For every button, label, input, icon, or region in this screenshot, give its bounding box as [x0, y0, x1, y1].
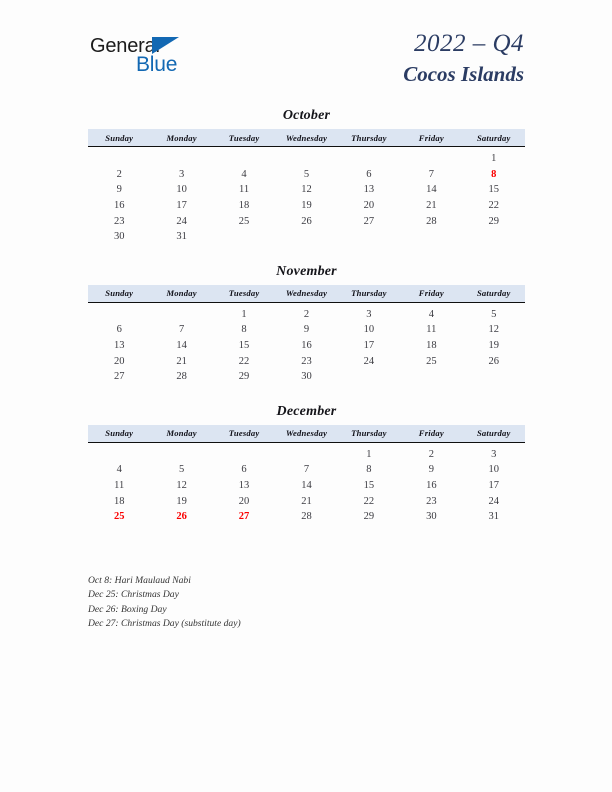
- day-cell[interactable]: 3: [366, 308, 372, 320]
- holiday-note-item: Dec 25: Christmas Day: [88, 589, 179, 601]
- day-cell[interactable]: 19: [488, 340, 500, 352]
- month-block: [88, 404, 525, 525]
- day-cell[interactable]: 16: [301, 340, 312, 352]
- day-cell[interactable]: 20: [363, 200, 375, 212]
- week-row: [88, 167, 525, 183]
- week-row: [88, 478, 525, 494]
- day-cell[interactable]: 24: [176, 215, 187, 227]
- weekday-header-saturday: Saturday: [463, 285, 525, 303]
- day-cell[interactable]: 2: [116, 168, 122, 180]
- day-cell[interactable]: 13: [238, 480, 250, 492]
- weekday-header-monday: Monday: [150, 129, 212, 147]
- week-row: [88, 509, 525, 525]
- day-cell-empty: [88, 147, 150, 167]
- month-block: [88, 264, 525, 385]
- day-cell[interactable]: 10: [363, 324, 375, 336]
- day-cell[interactable]: 27: [363, 215, 375, 227]
- weekday-header-friday: Friday: [400, 425, 462, 443]
- day-cell[interactable]: 16: [426, 480, 437, 492]
- month-table: [88, 425, 525, 525]
- day-cell[interactable]: 30: [426, 511, 437, 523]
- calendar-months: [88, 108, 525, 544]
- day-cell[interactable]: 8: [241, 324, 247, 336]
- day-cell[interactable]: 11: [114, 480, 125, 492]
- weekday-header-saturday: Saturday: [463, 425, 525, 443]
- day-cell[interactable]: 21: [426, 200, 437, 212]
- day-cell[interactable]: 15: [238, 340, 250, 352]
- weekday-header-row: [88, 425, 525, 443]
- month-block: [88, 108, 525, 245]
- day-cell-empty: [463, 369, 525, 385]
- day-cell-empty: [463, 229, 525, 245]
- week-row: [88, 462, 525, 478]
- weekday-header-wednesday: Wednesday: [275, 425, 337, 443]
- day-cell[interactable]: 6: [116, 324, 122, 336]
- day-cell[interactable]: 29: [488, 215, 500, 227]
- weekday-header-monday: Monday: [150, 425, 212, 443]
- day-cell[interactable]: 5: [491, 308, 497, 320]
- weekday-header-friday: Friday: [400, 285, 462, 303]
- day-cell[interactable]: 27: [113, 371, 125, 383]
- title-region: Cocos Islands: [403, 62, 524, 87]
- month-table: [88, 285, 525, 385]
- day-cell-empty: [150, 302, 212, 322]
- general-blue-logo[interactable]: [90, 36, 210, 80]
- week-row: [88, 182, 525, 198]
- day-cell[interactable]: 22: [238, 355, 250, 367]
- week-row: [88, 353, 525, 369]
- day-cell[interactable]: 8: [366, 464, 372, 476]
- day-cell[interactable]: 21: [301, 495, 312, 507]
- holiday-notes: [88, 574, 508, 631]
- day-cell-empty: [275, 229, 337, 245]
- day-cell-empty: [338, 147, 400, 167]
- weekday-header-row: [88, 285, 525, 303]
- day-cell[interactable]: 31: [176, 231, 187, 243]
- month-name: November: [276, 263, 337, 279]
- day-cell[interactable]: 2: [428, 448, 434, 460]
- day-cell[interactable]: 14: [301, 480, 312, 492]
- week-row: [88, 493, 525, 509]
- day-cell[interactable]: 25: [238, 215, 250, 227]
- day-cell[interactable]: 4: [116, 464, 122, 476]
- day-cell-empty: [275, 442, 337, 462]
- day-cell[interactable]: 4: [241, 168, 247, 180]
- week-row: [88, 322, 525, 338]
- day-cell-empty: [88, 302, 150, 322]
- weekday-header-thursday: Thursday: [338, 285, 400, 303]
- logo-text-general: General: [90, 35, 160, 57]
- day-cell[interactable]: 23: [113, 215, 125, 227]
- day-cell-empty: [213, 229, 275, 245]
- day-cell[interactable]: 22: [488, 200, 500, 212]
- weekday-header-thursday: Thursday: [338, 129, 400, 147]
- week-row: [88, 369, 525, 385]
- day-cell[interactable]: 26: [301, 215, 312, 227]
- week-row: [88, 147, 525, 167]
- day-cell[interactable]: 13: [363, 184, 375, 196]
- week-row: [88, 338, 525, 354]
- weekday-header-row: [88, 129, 525, 147]
- day-cell[interactable]: 17: [176, 200, 187, 212]
- day-cell[interactable]: 3: [179, 168, 185, 180]
- week-row: [88, 198, 525, 214]
- day-cell-empty: [400, 229, 462, 245]
- month-name: October: [282, 108, 331, 123]
- day-cell[interactable]: 12: [488, 324, 500, 336]
- day-cell[interactable]: 10: [488, 464, 500, 476]
- day-cell[interactable]: 26: [176, 511, 187, 523]
- week-row: [88, 442, 525, 462]
- day-cell[interactable]: 1: [491, 153, 497, 165]
- day-cell-empty: [338, 229, 400, 245]
- holiday-note-item: Oct 8: Hari Maulaud Nabi: [88, 575, 191, 586]
- day-cell-empty: [275, 147, 337, 167]
- weekday-header-saturday: Saturday: [463, 129, 525, 147]
- day-cell[interactable]: 12: [301, 184, 312, 196]
- day-cell[interactable]: 24: [363, 355, 375, 367]
- day-cell[interactable]: 10: [176, 184, 187, 196]
- weekday-header-wednesday: Wednesday: [275, 129, 337, 147]
- day-cell[interactable]: 12: [176, 480, 187, 492]
- week-row: [88, 229, 525, 245]
- weekday-header-wednesday: Wednesday: [275, 285, 337, 303]
- day-cell[interactable]: 18: [238, 200, 250, 212]
- day-cell-empty: [400, 147, 462, 167]
- day-cell[interactable]: 1: [366, 448, 372, 460]
- day-cell[interactable]: 29: [363, 511, 375, 523]
- day-cell[interactable]: 13: [113, 340, 125, 352]
- day-cell[interactable]: 24: [488, 495, 500, 507]
- day-cell[interactable]: 22: [363, 495, 375, 507]
- weekday-header-tuesday: Tuesday: [213, 129, 275, 147]
- day-cell[interactable]: 23: [426, 495, 437, 507]
- holiday-note-item: Dec 26: Boxing Day: [88, 603, 167, 615]
- day-cell[interactable]: 27: [238, 511, 250, 523]
- day-cell[interactable]: 6: [241, 464, 247, 476]
- day-cell[interactable]: 26: [488, 355, 500, 367]
- day-cell[interactable]: 2: [303, 308, 310, 320]
- day-cell[interactable]: 14: [426, 184, 437, 196]
- title-year-quarter: 2022 – Q4: [413, 30, 524, 57]
- holiday-note-item: Dec 27: Christmas Day (substitute day): [88, 617, 241, 629]
- logo-text-blue: Blue: [136, 53, 178, 76]
- page-title: [403, 28, 524, 89]
- day-cell[interactable]: 7: [428, 168, 434, 180]
- day-cell[interactable]: 16: [113, 200, 125, 212]
- day-cell[interactable]: 20: [113, 355, 125, 367]
- page-header: [0, 0, 612, 87]
- day-cell[interactable]: 17: [363, 340, 375, 352]
- day-cell[interactable]: 30: [301, 371, 312, 383]
- day-cell[interactable]: 28: [301, 511, 312, 523]
- day-cell-empty: [400, 369, 462, 385]
- day-cell[interactable]: 20: [238, 495, 250, 507]
- day-cell[interactable]: 9: [428, 464, 434, 476]
- day-cell[interactable]: 31: [488, 511, 500, 523]
- day-cell-empty: [338, 369, 400, 385]
- day-cell[interactable]: 5: [303, 168, 310, 180]
- weekday-header-sunday: Sunday: [88, 129, 150, 147]
- day-cell[interactable]: 18: [113, 495, 125, 507]
- weekday-header-monday: Monday: [150, 285, 212, 303]
- day-cell[interactable]: 30: [113, 231, 125, 243]
- day-cell[interactable]: 3: [491, 448, 497, 460]
- day-cell[interactable]: 29: [238, 371, 250, 383]
- day-cell-empty: [213, 442, 275, 462]
- week-row: [88, 213, 525, 229]
- day-cell[interactable]: 25: [113, 511, 125, 523]
- day-cell[interactable]: 5: [179, 464, 185, 476]
- day-cell[interactable]: 11: [238, 184, 250, 196]
- day-cell[interactable]: 7: [303, 464, 310, 476]
- week-row: [88, 302, 525, 322]
- weekday-header-sunday: Sunday: [88, 425, 150, 443]
- day-cell[interactable]: 18: [426, 340, 437, 352]
- day-cell[interactable]: 1: [241, 308, 247, 320]
- day-cell[interactable]: 21: [176, 355, 187, 367]
- day-cell-empty: [88, 442, 150, 462]
- day-cell-empty: [150, 147, 212, 167]
- weekday-header-friday: Friday: [400, 129, 462, 147]
- day-cell[interactable]: 14: [176, 340, 187, 352]
- day-cell[interactable]: 19: [176, 495, 187, 507]
- month-name: December: [276, 403, 337, 419]
- day-cell[interactable]: 28: [176, 371, 187, 383]
- weekday-header-tuesday: Tuesday: [213, 425, 275, 443]
- day-cell[interactable]: 28: [426, 215, 437, 227]
- month-table: [88, 129, 525, 245]
- logo-triangle-icon: [152, 37, 179, 54]
- day-cell[interactable]: 11: [426, 324, 437, 336]
- day-cell[interactable]: 6: [366, 168, 372, 180]
- day-cell[interactable]: 7: [179, 324, 185, 336]
- weekday-header-thursday: Thursday: [338, 425, 400, 443]
- weekday-header-tuesday: Tuesday: [213, 285, 275, 303]
- day-cell[interactable]: 25: [426, 355, 437, 367]
- day-cell[interactable]: 17: [488, 480, 500, 492]
- day-cell[interactable]: 9: [303, 324, 310, 336]
- day-cell[interactable]: 15: [488, 184, 500, 196]
- day-cell-empty: [150, 442, 212, 462]
- day-cell[interactable]: 8: [491, 168, 497, 180]
- day-cell[interactable]: 19: [301, 200, 312, 212]
- day-cell[interactable]: 15: [363, 480, 375, 492]
- weekday-header-sunday: Sunday: [88, 285, 150, 303]
- day-cell[interactable]: 9: [116, 184, 122, 196]
- day-cell[interactable]: 4: [428, 308, 434, 320]
- day-cell[interactable]: 23: [301, 355, 312, 367]
- day-cell-empty: [213, 147, 275, 167]
